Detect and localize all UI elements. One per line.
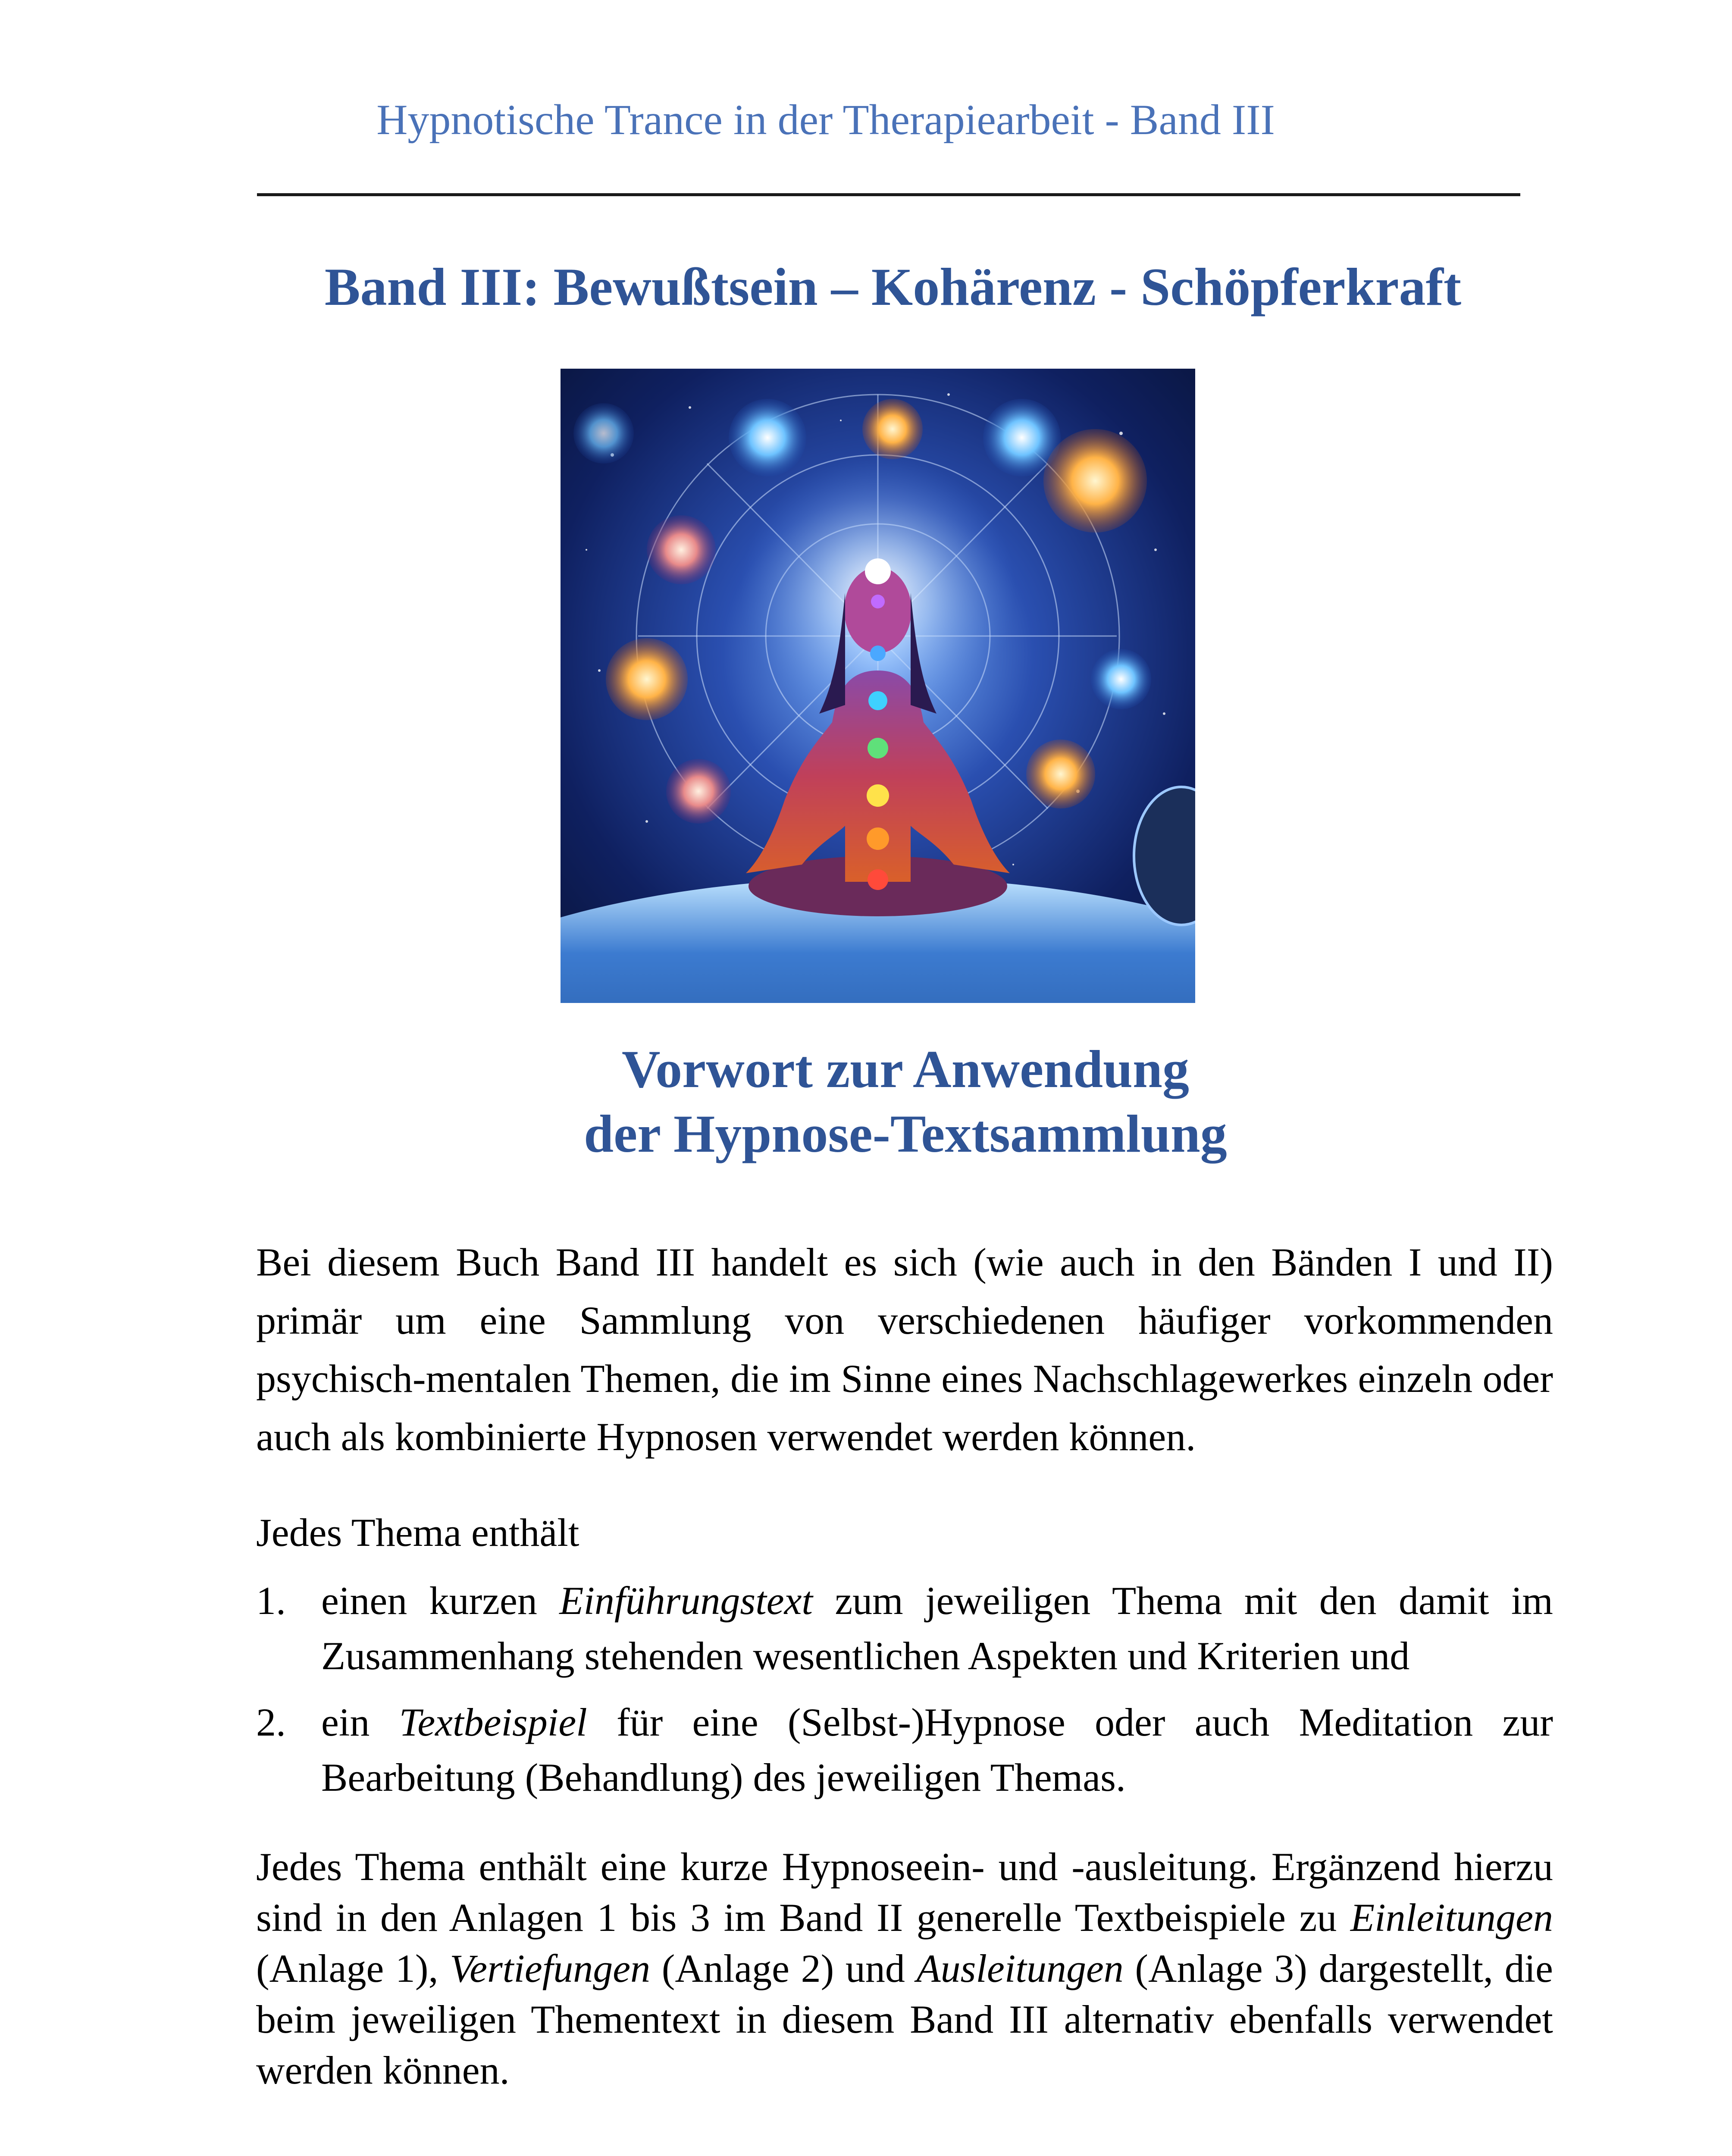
list-item-text — [321, 1573, 1553, 1683]
list-text-start: einen kurzen — [321, 1579, 560, 1623]
preface-heading-line-2: der Hypnose-Textsammlung — [584, 1104, 1227, 1163]
list-item — [256, 1573, 1553, 1683]
meditation-cosmos-illustration-icon — [561, 369, 1195, 1003]
closing-text-4: (Anlage 3) dargestellt, die beim jeweiligen Thementext in diesem Band III alternativ ebenfalls verwendet werden können. — [256, 1946, 1553, 2092]
list-number: 2. — [256, 1700, 286, 1744]
closing-emphasis-einleitungen: Einleitungen — [1350, 1896, 1553, 1940]
header-divider — [257, 193, 1520, 196]
list-emphasis: Textbeispiel — [399, 1700, 587, 1744]
contents-lead: Jedes Thema enthält — [256, 1510, 579, 1554]
list-number: 1. — [256, 1579, 286, 1623]
intro-paragraph: Bei diesem Buch Band III handelt es sich (wie auch in den Bänden I und II) primär um eine Sammlung von verschiedenen häufiger vorkommenden psychisch-mentalen Themen, die im Sinne eines Nachschlagewerkes einzeln oder auch als kombinierte Hypnosen verwendet werden können. — [256, 1240, 1553, 1459]
list-emphasis: Einführungstext — [559, 1579, 813, 1623]
closing-text-1: Jedes Thema enthält eine kurze Hypnoseein- und -ausleitung. Ergänzend hierzu sind in den Anlagen 1 bis 3 im Band II generelle Textbeispiele zu — [256, 1845, 1553, 1940]
band-title: Band III: Bewußtsein – Kohärenz - Schöpferkraft — [324, 257, 1462, 317]
closing-emphasis-ausleitungen: Ausleitungen — [916, 1946, 1124, 1990]
closing-paragraph — [256, 1841, 1553, 2096]
preface-heading-line-1: Vorwort zur Anwendung — [622, 1040, 1189, 1099]
closing-text-3: (Anlage 2) und — [650, 1946, 917, 1990]
list-item-text — [321, 1695, 1553, 1805]
list-item — [256, 1695, 1553, 1805]
list-text-end: zum jeweiligen Thema mit den damit im Zusammenhang stehenden wesentlichen Aspekten und Kriterien und — [321, 1579, 1553, 1678]
list-text-start: ein — [321, 1700, 399, 1744]
list-text-end: für eine (Selbst-)Hypnose oder auch Meditation zur Bearbeitung (Behandlung) des jeweiligen Themas. — [321, 1700, 1553, 1799]
cover-illustration — [561, 369, 1195, 1003]
closing-text-2: (Anlage 1), — [256, 1946, 450, 1990]
closing-emphasis-vertiefungen: Vertiefungen — [450, 1946, 651, 1990]
running-header: Hypnotische Trance in der Therapiearbeit - Band III — [376, 96, 1275, 144]
